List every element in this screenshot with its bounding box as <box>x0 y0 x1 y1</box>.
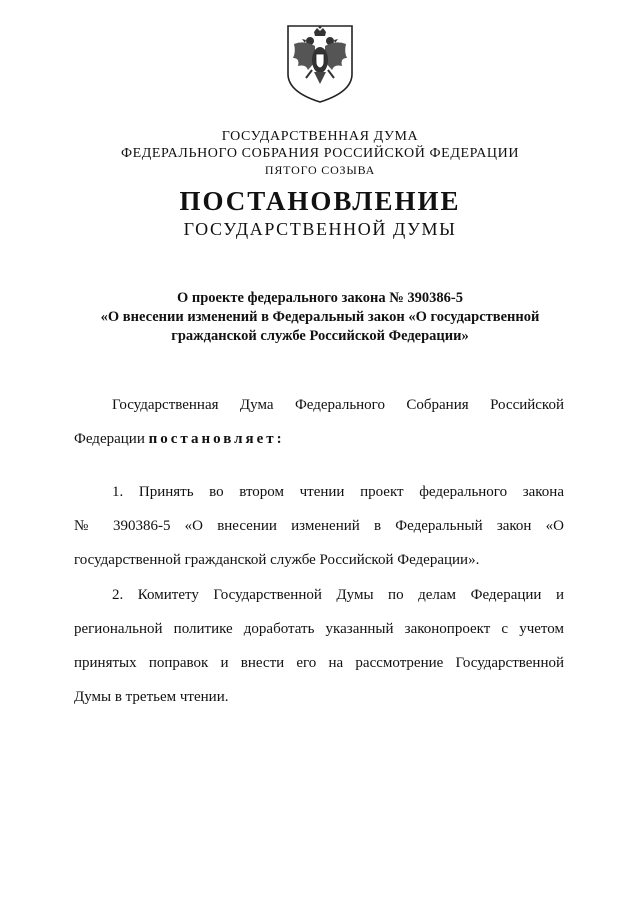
preamble-text: Федерации <box>74 431 145 447</box>
preamble-line-1: Государственная Дума Федерального Собрания Российской <box>112 397 564 413</box>
item2-line-3: принятых поправок и внести его на рассмотрение Государственной <box>74 655 564 671</box>
issuer-name: ГОСУДАРСТВЕННАЯ ДУМА <box>221 129 419 144</box>
issuer-parliament: ФЕДЕРАЛЬНОГО СОБРАНИЯ РОССИЙСКОЙ ФЕДЕРАЦИИ <box>120 146 520 161</box>
item1-line-3: государственной гражданской службе Российской Федерации». <box>74 552 480 568</box>
document-title: ПОСТАНОВЛЕНИЕ <box>179 186 461 216</box>
paragraph-item-1 <box>74 475 564 577</box>
item1-line-2: № 390386-5 «О внесении изменений в Федеральный закон «О <box>74 518 564 534</box>
document-subtitle: ГОСУДАРСТВЕННОЙ ДУМЫ <box>183 219 457 239</box>
double-headed-eagle-icon <box>284 22 356 104</box>
document-subject <box>0 289 640 346</box>
paragraph-item-2 <box>74 578 564 714</box>
resolution-keyword: постановляет: <box>148 431 285 447</box>
issuer-header <box>0 128 640 179</box>
preamble-paragraph <box>74 388 564 456</box>
coat-of-arms-emblem <box>284 22 356 104</box>
item2-line-2: региональной политике доработать указанный законопроект с учетом <box>74 621 564 637</box>
convocation: ПЯТОГО СОЗЫВА <box>264 163 376 177</box>
subject-line-3: гражданской службе Российской Федерации» <box>171 328 469 344</box>
item2-line-1: 2. Комитету Государственной Думы по делам Федерации и <box>112 587 564 603</box>
subject-line-2: «О внесении изменений в Федеральный закон «О государственной <box>100 309 540 325</box>
preamble-line-2 <box>74 422 564 456</box>
item1-line-1: 1. Принять во втором чтении проект федерального закона <box>112 484 564 500</box>
subject-line-1: О проекте федерального закона № 390386-5 <box>176 290 464 306</box>
item2-line-4: Думы в третьем чтении. <box>74 689 229 705</box>
